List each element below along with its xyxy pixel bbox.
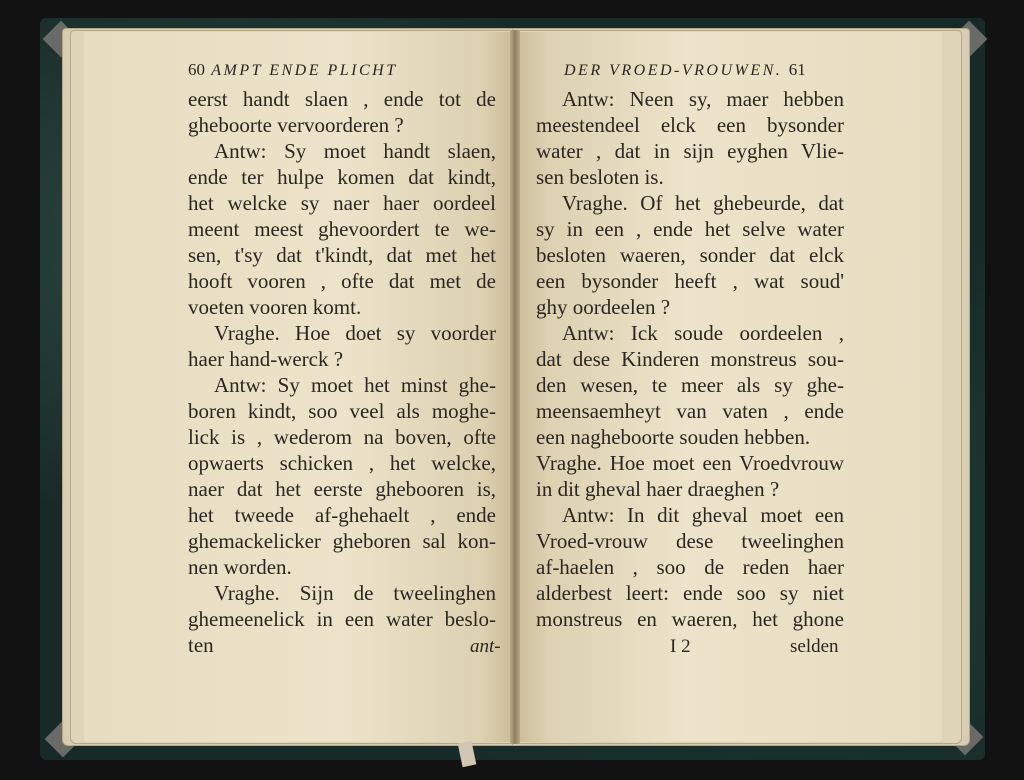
text-line: sen, t'sy dat t'kindt, dat met het	[188, 243, 496, 267]
text-line: Vraghe. Hoe doet sy voorder	[214, 321, 496, 345]
text-line: Antw: Ick soude oordeelen ,	[562, 321, 844, 345]
text-line: ghemackelicker gheboren sal kon-	[188, 529, 496, 553]
right-page-text	[536, 86, 844, 632]
text-line: Antw: Sy moet het minst ghe-	[214, 373, 496, 397]
text-line: Antw: Neen sy, maer hebben	[562, 87, 844, 111]
right-page	[514, 32, 942, 742]
text-line: besloten waeren, sonder dat elck	[536, 243, 844, 267]
text-line: meensaemheyt van vaten , ende	[536, 399, 844, 423]
text-line: het tweede af-ghehaelt , ende	[188, 503, 496, 527]
right-catchword: selden	[790, 636, 839, 657]
text-line: naer dat het eerste ghebooren is,	[188, 477, 496, 501]
text-line: ende ter hulpe komen dat kindt,	[188, 165, 496, 189]
text-line: lick is , wederom na boven, ofte	[188, 425, 496, 449]
book-gutter	[510, 30, 520, 744]
text-line: nen worden.	[188, 555, 292, 579]
text-line: gheboorte vervoorderen ?	[188, 113, 404, 137]
text-line: hooft vooren , ofte dat met de	[188, 269, 496, 293]
text-line: opwaerts schicken , het welcke,	[188, 451, 496, 475]
text-line: Antw: In dit gheval moet een	[562, 503, 844, 527]
text-line: haer hand-werck ?	[188, 347, 344, 371]
text-line: sy in een , ende het selve water	[536, 217, 844, 241]
left-catchword: ant-	[470, 636, 501, 657]
text-line: een nagheboorte souden hebben.	[536, 425, 811, 449]
text-line: Vraghe. Sijn de tweelinghen	[214, 581, 496, 605]
text-line: meent meest ghevoordert te we-	[188, 217, 496, 241]
text-line: den wesen, te meer als sy ghe-	[536, 373, 844, 397]
text-line: een bysonder heeft , wat soud'	[536, 269, 844, 293]
right-running-title: DER VROED-VROUWEN.	[564, 62, 783, 79]
text-line: ten	[188, 633, 214, 657]
left-page-text	[188, 86, 496, 658]
left-running-head	[188, 60, 398, 80]
text-line: het welcke sy naer haer oordeel	[188, 191, 496, 215]
text-line: voeten vooren komt.	[188, 295, 362, 319]
text-line: Vroed-vrouw dese tweelinghen	[536, 529, 844, 553]
text-line: alderbest leert: ende soo sy niet	[536, 581, 844, 605]
text-line: sen besloten is.	[536, 165, 664, 189]
signature-mark: I 2	[670, 636, 691, 657]
text-line: meestendeel elck een bysonder	[536, 113, 844, 137]
left-page	[84, 32, 516, 742]
text-line: ghemeenelick in een water beslo-	[188, 607, 496, 631]
text-line: dat dese Kinderen monstreus sou-	[536, 347, 844, 371]
text-line: in dit gheval haer draeghen ?	[536, 477, 780, 501]
text-line: Vraghe. Of het ghebeurde, dat	[562, 191, 844, 215]
text-line: ghy oordeelen ?	[536, 295, 671, 319]
left-running-title: AMPT ENDE PLICHT	[211, 62, 398, 79]
text-line: Vraghe. Hoe moet een Vroedvrouw	[536, 451, 844, 475]
right-page-number: 61	[788, 60, 806, 79]
left-page-number: 60	[188, 60, 205, 79]
text-line: af-haelen , soo de reden haer	[536, 555, 844, 579]
text-line: eerst handt slaen , ende tot de	[188, 87, 496, 111]
text-line: water , dat in sijn eyghen Vlie-	[536, 139, 844, 163]
text-line: monstreus en waeren, het ghone	[536, 607, 844, 631]
right-running-head	[564, 60, 806, 80]
text-line: Antw: Sy moet handt slaen,	[214, 139, 496, 163]
text-line: boren kindt, soo veel als moghe-	[188, 399, 496, 423]
